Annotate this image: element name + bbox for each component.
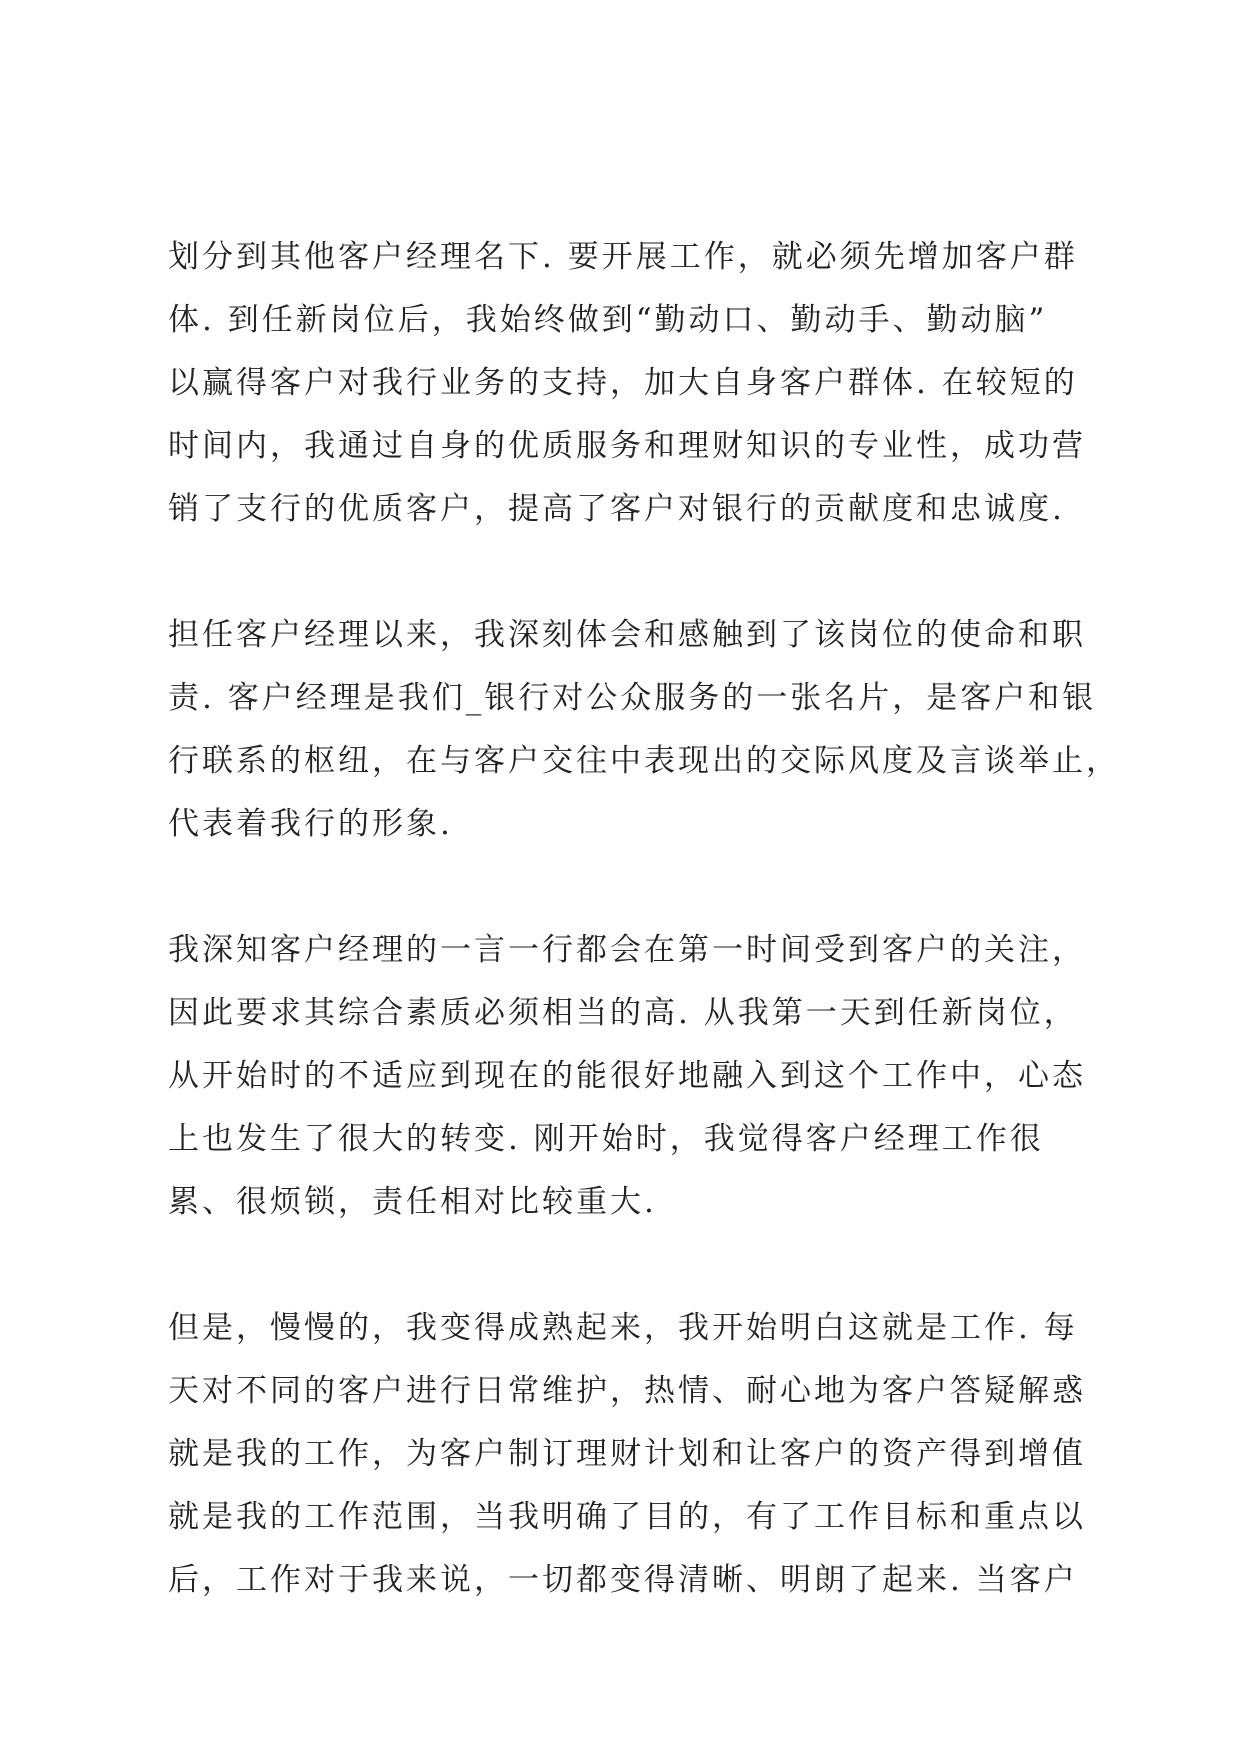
text-line: 划分到其他客户经理名下. 要开展工作，就必须先增加客户群 [168, 239, 1078, 275]
text-line: 但是，慢慢的，我变得成熟起来，我开始明白这就是工作. 每 [168, 1310, 1078, 1346]
paragraph-1 [168, 226, 1088, 541]
text-line: 销了支行的优质客户，提高了客户对银行的贡献度和忠诚度. [168, 491, 1065, 527]
paragraph-3 [168, 919, 1088, 1234]
text-line: 就是我的工作范围，当我明确了目的，有了工作目标和重点以 [168, 1499, 1086, 1535]
paragraph-4 [168, 1297, 1088, 1612]
text-line: 从开始时的不适应到现在的能很好地融入到这个工作中，心态 [168, 1058, 1086, 1094]
text-line: 责. 客户经理是我们_银行对公众服务的一张名片，是客户和银 [168, 680, 1097, 716]
text-line: 后，工作对于我来说，一切都变得清晰、明朗了起来. 当客户 [168, 1562, 1078, 1598]
text-line: 我深知客户经理的一言一行都会在第一时间受到客户的关注， [168, 932, 1086, 968]
text-line: 代表着我行的形象. [168, 806, 453, 842]
text-line: 就是我的工作，为客户制订理财计划和让客户的资产得到增值 [168, 1436, 1086, 1472]
text-line: 因此要求其综合素质必须相当的高. 从我第一天到任新岗位， [168, 995, 1078, 1031]
text-line: 体. 到任新岗位后，我始终做到“勤动口、勤动手、勤动脑” [168, 302, 1048, 338]
text-line: 累、很烦锁，责任相对比较重大. [168, 1184, 657, 1220]
text-line: 天对不同的客户进行日常维护，热情、耐心地为客户答疑解惑 [168, 1373, 1086, 1409]
paragraph-2 [168, 604, 1120, 856]
document-body [168, 226, 1120, 1675]
text-line: 时间内，我通过自身的优质服务和理财知识的专业性，成功营 [168, 428, 1086, 464]
text-line: 担任客户经理以来，我深刻体会和感触到了该岗位的使命和职 [168, 617, 1086, 653]
text-line: 上也发生了很大的转变. 刚开始时，我觉得客户经理工作很 [168, 1121, 1044, 1157]
text-line: 以赢得客户对我行业务的支持，加大自身客户群体. 在较短的 [168, 365, 1078, 401]
text-line: 行联系的枢纽，在与客户交往中表现出的交际风度及言谈举止， [168, 743, 1120, 779]
